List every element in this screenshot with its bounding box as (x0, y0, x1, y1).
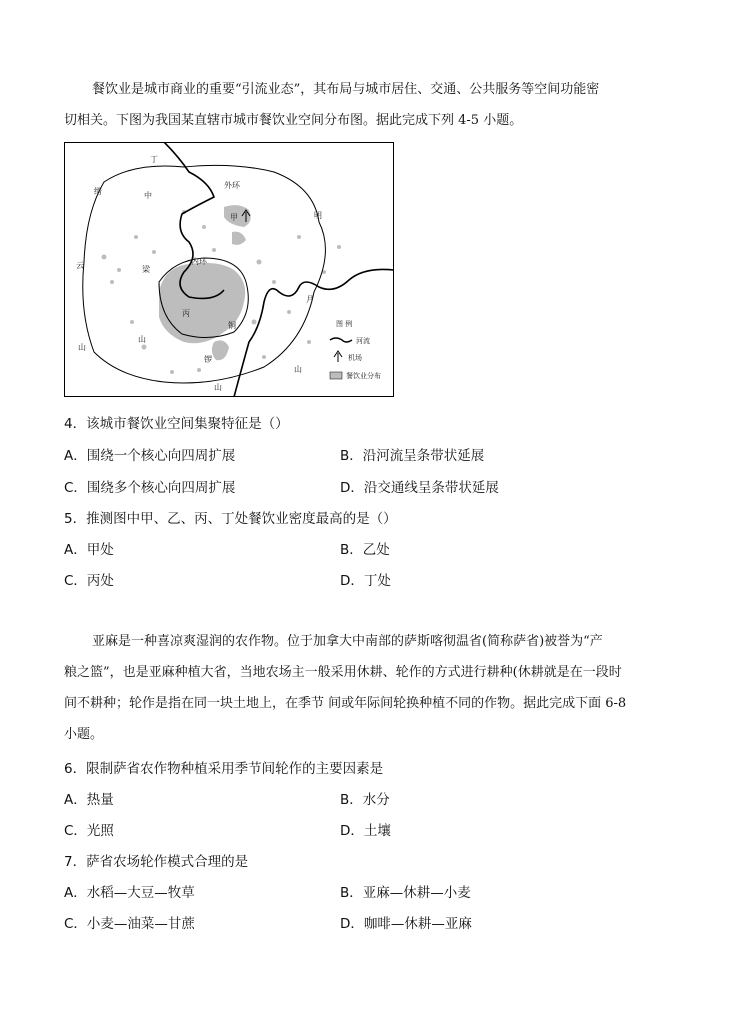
restaurant-distribution-map (64, 142, 394, 397)
map-label-luo: 锣 (204, 355, 212, 364)
question-5-option-c[interactable]: C．丙处 (64, 573, 114, 589)
intro-paragraph-2-line-2: 粮之篮”，也是亚麻种植大省，当地农场主一般采用休耕、轮作的方式进行耕种(休耕就是在一段时 (64, 665, 622, 680)
question-6-stem: 6．限制萨省农作物种植采用季节间轮作的主要因素是 (64, 761, 384, 777)
map-label-yun: 云 (76, 261, 84, 270)
question-4-option-c[interactable]: C．围绕多个核心向四周扩展 (64, 480, 236, 496)
question-6-option-d[interactable]: D．土壤 (340, 823, 391, 839)
map-label-yue: 月 (306, 295, 314, 304)
question-4-option-b[interactable]: B．沿河流呈条带状延展 (340, 448, 485, 464)
map-label-inner-ring: 内环 (191, 257, 207, 266)
question-6-option-b[interactable]: B．水分 (340, 792, 390, 808)
legend-title: 图 例 (336, 320, 353, 328)
map-label-bing: 丙 (182, 309, 190, 318)
map-label-zhong: 中 (144, 191, 152, 200)
map-label-outer-ring: 外环 (224, 181, 240, 190)
intro-paragraph-2-line-3: 间不耕种；轮作是指在同一块土地上，在季节 间或年际间轮换种植不同的作物。据此完成下面 6-8 (64, 696, 627, 711)
question-5-option-d[interactable]: D．丁处 (340, 573, 391, 589)
map-label-liang: 梁 (142, 265, 150, 274)
question-5-option-b[interactable]: B．乙处 (340, 542, 390, 558)
question-7-option-a[interactable]: A．水稻—大豆—牧草 (64, 885, 195, 901)
map-label-tong: 铜 (228, 321, 236, 330)
question-7-option-c[interactable]: C．小麦—油菜—甘蔗 (64, 916, 195, 932)
intro-paragraph-2-line-4: 小题。 (64, 727, 104, 742)
intro-paragraph-1-line-1: 餐饮业是城市商业的重要“引流业态”，其布局与城市居住、交通、公共服务等空间功能密 (92, 82, 600, 97)
map-label-shan1: 山 (78, 343, 86, 352)
map-label-shan3: 山 (294, 365, 302, 374)
legend-restaurant-swatch (330, 372, 342, 379)
map-label-jin: 缙 (94, 187, 102, 196)
map-label-jia: 甲 (230, 213, 238, 222)
question-6-option-c[interactable]: C．光照 (64, 823, 114, 839)
question-5-option-a[interactable]: A．甲处 (64, 542, 114, 558)
question-7-option-d[interactable]: D．咖啡—休耕—亚麻 (340, 916, 472, 932)
map-label-ming: 明 (314, 211, 322, 220)
intro-paragraph-1-line-2: 切相关。下图为我国某直辖市城市餐饮业空间分布图。据此完成下列 4-5 小题。 (64, 113, 523, 128)
map-label-shan4: 山 (214, 383, 222, 392)
legend-airport-label: 机场 (348, 354, 362, 362)
question-7-option-b[interactable]: B．亚麻—休耕—小麦 (340, 885, 471, 901)
question-6-option-a[interactable]: A．热量 (64, 792, 114, 808)
map-label-shan2: 山 (138, 335, 146, 344)
question-4-option-d[interactable]: D．沿交通线呈条带状延展 (340, 480, 499, 496)
question-5-stem: 5．推测图中甲、乙、丙、丁处餐饮业密度最高的是（） (64, 511, 397, 527)
intro-paragraph-2-line-1: 亚麻是一种喜凉爽湿润的农作物。位于加拿大中南部的萨斯喀彻温省(简称萨省)被誉为“产 (92, 634, 603, 649)
question-7-stem: 7．萨省农场轮作模式合理的是 (64, 854, 249, 870)
legend-restaurant-label: 餐饮业分布 (346, 372, 381, 380)
map-label-top: 丁 (150, 155, 158, 164)
question-4-stem: 4．该城市餐饮业空间集聚特征是（） (64, 416, 289, 432)
question-4-option-a[interactable]: A．围绕一个核心向四周扩展 (64, 448, 236, 464)
legend-river-label: 河流 (356, 337, 370, 345)
